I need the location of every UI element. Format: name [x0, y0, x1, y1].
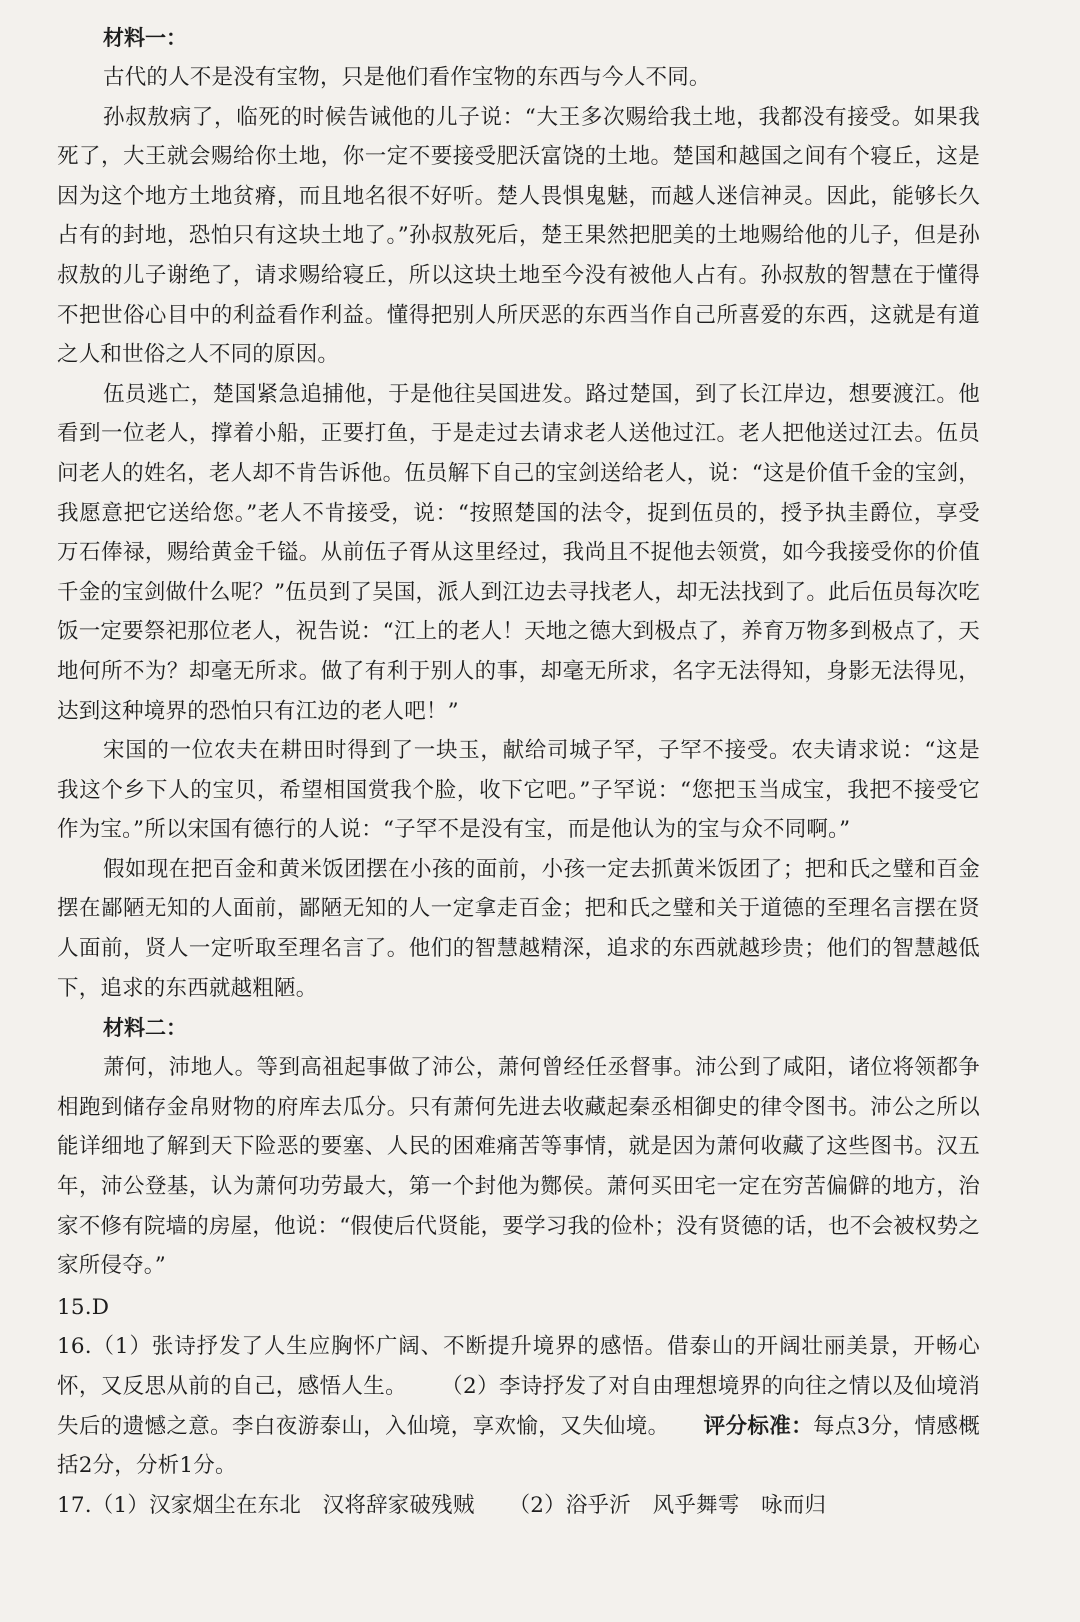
material-one-section: [57, 18, 980, 1008]
answer-17-part-1: 17.（1）汉家烟尘在东北 汉将辞家破残贼: [57, 1492, 475, 1518]
material-one-paragraph-4: 宋国的一位农夫在耕田时得到了一块玉，献给司城子罕，子罕不接受。农夫请求说：“这是我这个乡下人的宝贝，希望相国赏我个脸，收下它吧。”子罕说：“您把玉当成宝，我把不接受它作为宝。”所以宋国有德行的人说：“子罕不是没有宝，而是他认为的宝与众不同啊。”: [57, 738, 980, 843]
answers-section: [57, 1288, 980, 1526]
material-one-paragraph-1: 古代的人不是没有宝物，只是他们看作宝物的东西与今人不同。: [103, 65, 711, 90]
answer-16-part-1: 16.（1）张诗抒发了人生应胸怀广阔、不断提升境界的感悟。借泰山的开阔壮丽美景，开畅心怀，又反思从前的自己，感悟人生。: [57, 1334, 980, 1399]
material-two-section: [57, 1008, 980, 1286]
scoring-criteria-label: 评分标准：: [703, 1413, 813, 1439]
answer-17: [57, 1486, 980, 1526]
answer-15: 15.D: [57, 1294, 110, 1320]
material-one-paragraph-2: 孙叔敖病了，临死的时候告诫他的儿子说：“大王多次赐给我土地，我都没有接受。如果我死了，大王就会赐给你土地，你一定不要接受肥沃富饶的土地。楚国和越国之间有个寝丘，这是因为这个地方土地贫瘠，而且地名很不好听。楚人畏惧鬼魅，而越人迷信神灵。因此，能够长久占有的封地，恐怕只有这块土地了。”孙叔敖死后，楚王果然把肥美的土地赐给他的儿子，但是孙叔敖的儿子谢绝了，请求赐给寝丘，所以这块土地至今没有被他人占有。孙叔敖的智慧在于懂得不把世俗心目中的利益看作利益。懂得把别人所厌恶的东西当作自己所喜爱的东西，这就是有道之人和世俗之人不同的原因。: [57, 104, 980, 368]
scoring-criteria-text: 每点3分，情感概括2分，分析1分。: [57, 1413, 980, 1479]
material-two-heading: 材料二：: [103, 1016, 187, 1041]
material-one-heading: 材料一：: [103, 26, 187, 50]
material-one-paragraph-3: 伍员逃亡，楚国紧急追捕他，于是他往吴国进发。路过楚国，到了长江岸边，想要渡江。他看到一位老人，撑着小船，正要打鱼，于是走过去请求老人送他过江。老人把他送过江去。伍员问老人的姓名，老人却不肯告诉他。伍员解下自己的宝剑送给老人，说：“这是价值千金的宝剑，我愿意把它送给您。”老人不肯接受，说：“按照楚国的法令，捉到伍员的，授予执圭爵位，享受万石俸禄，赐给黄金千镒。从前伍子胥从这里经过，我尚且不捉他去领赏，如今我接受你的价值千金的宝剑做什么呢？”伍员到了吴国，派人到江边去寻找老人，却无法找到了。此后伍员每次吃饭一定要祭祀那位老人，祝告说：“江上的老人！天地之德大到极点了，养育万物多到极点了，天地何所不为？却毫无所求。做了有利于别人的事，却毫无所求，名字无法得知，身影无法得见，达到这种境界的恐怕只有江边的老人吧！”: [57, 381, 980, 724]
answer-17-part-2: （2）浴乎沂 风乎舞雩 咏而归: [508, 1492, 827, 1518]
material-two-paragraph-1: 萧何，沛地人。等到高祖起事做了沛公，萧何曾经任丞督事。沛公到了咸阳，诸位将领都争相跑到储存金帛财物的府库去瓜分。只有萧何先进去收藏起秦丞相御史的律令图书。沛公之所以能详细地了解到天下险恶的要塞、人民的困难痛苦等事情，就是因为萧何收藏了这些图书。汉五年，沛公登基，认为萧何功劳最大，第一个封他为酂侯。萧何买田宅一定在穷苦偏僻的地方，治家不修有院墙的房屋，他说：“假使后代贤能，要学习我的俭朴；没有贤德的话，也不会被权势之家所侵夺。”: [57, 1055, 980, 1279]
answer-16: [57, 1327, 980, 1485]
material-one-paragraph-5: 假如现在把百金和黄米饭团摆在小孩的面前，小孩一定去抓黄米饭团了；把和氏之璧和百金摆在鄙陋无知的人面前，鄙陋无知的人一定拿走百金；把和氏之璧和关于道德的至理名言摆在贤人面前，贤人一定听取至理名言了。他们的智慧越精深，追求的东西就越珍贵；他们的智慧越低下，追求的东西就越粗陋。: [57, 856, 980, 1001]
answer-16-part-2: （2）李诗抒发了对自由理想境界的向往之情以及仙境消失后的遗憾之意。李白夜游泰山，入仙境，享欢愉，又失仙境。: [57, 1374, 981, 1439]
